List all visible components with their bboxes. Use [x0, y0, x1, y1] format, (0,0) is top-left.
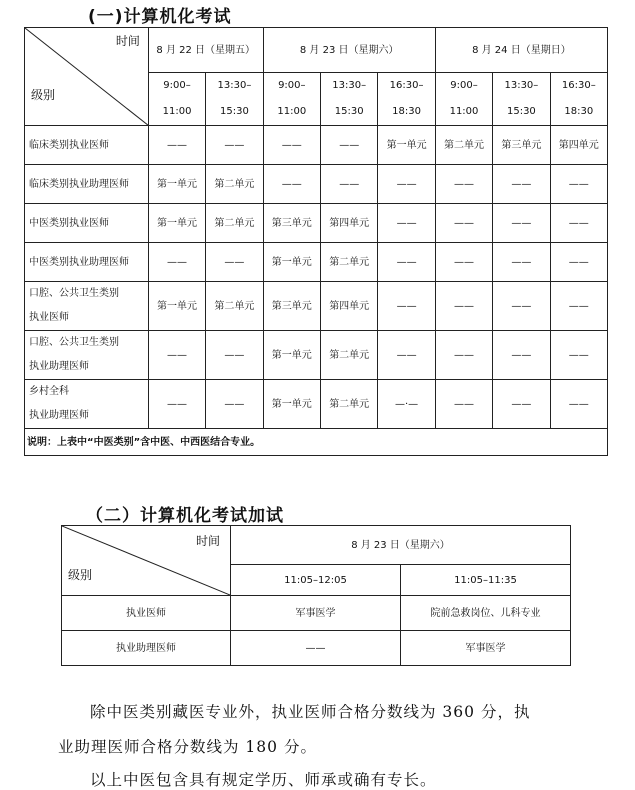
day-header-23: 8 月 23 日（星期六）	[231, 526, 571, 565]
slot-time-line: 11:00	[277, 106, 307, 117]
table-cell: ——	[550, 204, 607, 243]
table-cell: ——	[493, 243, 550, 282]
day-header-22: 8 月 22 日（星期五）	[148, 28, 263, 73]
table-cell: ——	[206, 380, 263, 429]
row-label-line: 临床类别执业医师	[29, 139, 109, 151]
slot-header	[493, 73, 550, 126]
table-cell: 第一单元	[263, 380, 320, 429]
slot-time-line: 16:30–	[389, 80, 424, 91]
slot-time-line: 11:00	[162, 106, 192, 117]
row-label	[25, 165, 149, 204]
slot-header	[321, 73, 378, 126]
slot-header	[550, 73, 607, 126]
slot-time-line: 9:00–	[450, 80, 478, 91]
table-cell: ——	[435, 380, 492, 429]
slot-header: 11:05–11:35	[401, 565, 571, 596]
table-cell: 第一单元	[378, 126, 435, 165]
table-cell: ——	[263, 126, 320, 165]
table-cell: 军事医学	[401, 631, 571, 666]
row-label: 执业助理医师	[62, 631, 231, 666]
table-row	[25, 380, 608, 429]
table-cell: ——	[550, 331, 607, 380]
extra-exam-table	[61, 525, 571, 666]
row-label-line: 临床类别执业助理医师	[29, 178, 129, 190]
row-label: 执业医师	[62, 596, 231, 631]
table-cell: ——	[206, 126, 263, 165]
paragraph-line: 业助理医师合格分数线为 180 分。	[58, 738, 317, 756]
table-row	[25, 243, 608, 282]
table-cell: ——	[148, 126, 205, 165]
table-cell: ——	[321, 165, 378, 204]
section1-title: (一)计算机化考试	[88, 7, 232, 27]
slot-time-line: 13:30–	[217, 80, 252, 91]
slot-time-line: 18:30	[392, 106, 421, 117]
slot-time-line: 18:30	[564, 106, 594, 117]
table-cell: 第二单元	[206, 282, 263, 331]
table-cell: 第四单元	[550, 126, 607, 165]
table-cell: ——	[378, 282, 435, 331]
table-cell: 第二单元	[435, 126, 492, 165]
table-cell: ——	[493, 380, 550, 429]
table-cell: ——	[148, 243, 205, 282]
row-label	[25, 282, 149, 331]
table-cell: ——	[493, 165, 550, 204]
table-cell: ——	[231, 631, 401, 666]
slot-time-line: 13:30–	[332, 80, 367, 91]
table-cell: ——	[148, 380, 205, 429]
table-cell: 第三单元	[493, 126, 550, 165]
slot-header	[148, 73, 205, 126]
slot-time-line: 15:30	[506, 106, 536, 117]
slot-time-line: 9:00–	[163, 80, 191, 91]
exam-schedule-table	[24, 27, 608, 456]
table-row	[25, 165, 608, 204]
row-label-line: 执业医师	[29, 312, 69, 323]
slot-time-line: 9:00–	[278, 80, 306, 91]
table1-corner-cell	[25, 28, 149, 126]
slot-header	[206, 73, 263, 126]
row-label-line: 执业助理医师	[29, 361, 89, 372]
time-header: 时间	[195, 534, 220, 548]
row-label	[25, 126, 149, 165]
table-cell: 第三单元	[263, 282, 320, 331]
table-cell: ——	[435, 243, 492, 282]
table-cell: 第二单元	[321, 243, 378, 282]
row-label	[25, 243, 149, 282]
table-cell: 军事医学	[231, 596, 401, 631]
table-cell: 第一单元	[148, 204, 205, 243]
slot-header: 11:05–12:05	[231, 565, 401, 596]
table-cell: 第四单元	[321, 282, 378, 331]
table-cell: ——	[206, 331, 263, 380]
table-cell: 第二单元	[206, 204, 263, 243]
table-cell: 第一单元	[263, 331, 320, 380]
row-label-line: 执业助理医师	[29, 410, 89, 421]
table-cell: ——	[378, 165, 435, 204]
table-cell: 院前急救岗位、儿科专业	[401, 596, 571, 631]
level-header: 级别	[31, 88, 56, 102]
table-cell: ——	[378, 243, 435, 282]
table-cell: 第一单元	[148, 282, 205, 331]
table-cell: ——	[148, 331, 205, 380]
table-cell: ——	[493, 282, 550, 331]
table-cell: ——	[435, 282, 492, 331]
slot-header	[378, 73, 435, 126]
slot-time-line: 16:30–	[561, 80, 596, 91]
day-header-23: 8 月 23 日（星期六）	[263, 28, 435, 73]
table-cell: 第一单元	[263, 243, 320, 282]
section2-title: （二）计算机化考试加试	[86, 506, 284, 526]
table-cell: ——	[378, 331, 435, 380]
time-header: 时间	[115, 34, 140, 48]
row-label-line: 口腔、公共卫生类别	[29, 337, 119, 348]
table-note: 说明：上表中“中医类别”含中医、中西医结合专业。	[25, 429, 608, 456]
slot-time-line: 11:00	[449, 106, 479, 117]
table-row	[25, 204, 608, 243]
table-cell: 第三单元	[263, 204, 320, 243]
table-cell: ——	[493, 204, 550, 243]
table-cell: ——	[435, 165, 492, 204]
slot-time-line: 13:30–	[504, 80, 539, 91]
table-cell: ——	[550, 165, 607, 204]
table-cell: ——	[435, 204, 492, 243]
table-cell: 第二单元	[206, 165, 263, 204]
row-label-line: 乡村全科	[29, 386, 69, 397]
slot-header	[263, 73, 320, 126]
table-row	[25, 331, 608, 380]
table-cell: ——	[550, 380, 607, 429]
table-cell: 第四单元	[321, 204, 378, 243]
row-label-line: 中医类别执业助理医师	[29, 256, 129, 268]
row-label-line: 口腔、公共卫生类别	[29, 288, 119, 299]
table-cell: —·—	[378, 380, 435, 429]
paragraph-line: 除中医类别藏医专业外，执业医师合格分数线为 360 分，执	[90, 703, 531, 721]
slot-time-line: 15:30	[220, 106, 249, 117]
table-cell: 第二单元	[321, 380, 378, 429]
row-label	[25, 380, 149, 429]
slot-time-line: 15:30	[334, 106, 364, 117]
table-cell: ——	[206, 243, 263, 282]
table-cell: ——	[378, 204, 435, 243]
table-cell: 第二单元	[321, 331, 378, 380]
table-cell: ——	[550, 243, 607, 282]
table-row	[25, 126, 608, 165]
row-label	[25, 204, 149, 243]
table-cell: ——	[321, 126, 378, 165]
day-header-24: 8 月 24 日（星期日）	[435, 28, 607, 73]
table-cell: 第一单元	[148, 165, 205, 204]
table-cell: ——	[493, 331, 550, 380]
table-row	[25, 282, 608, 331]
level-header: 级别	[68, 568, 93, 582]
table-cell: ——	[263, 165, 320, 204]
table-cell: ——	[435, 331, 492, 380]
table2-corner-cell	[62, 526, 231, 596]
table-cell: ——	[550, 282, 607, 331]
paragraph-line: 以上中医包含具有规定学历、师承或确有专长。	[90, 771, 437, 789]
row-label	[25, 331, 149, 380]
row-label-line: 中医类别执业医师	[29, 217, 109, 229]
slot-header	[435, 73, 492, 126]
